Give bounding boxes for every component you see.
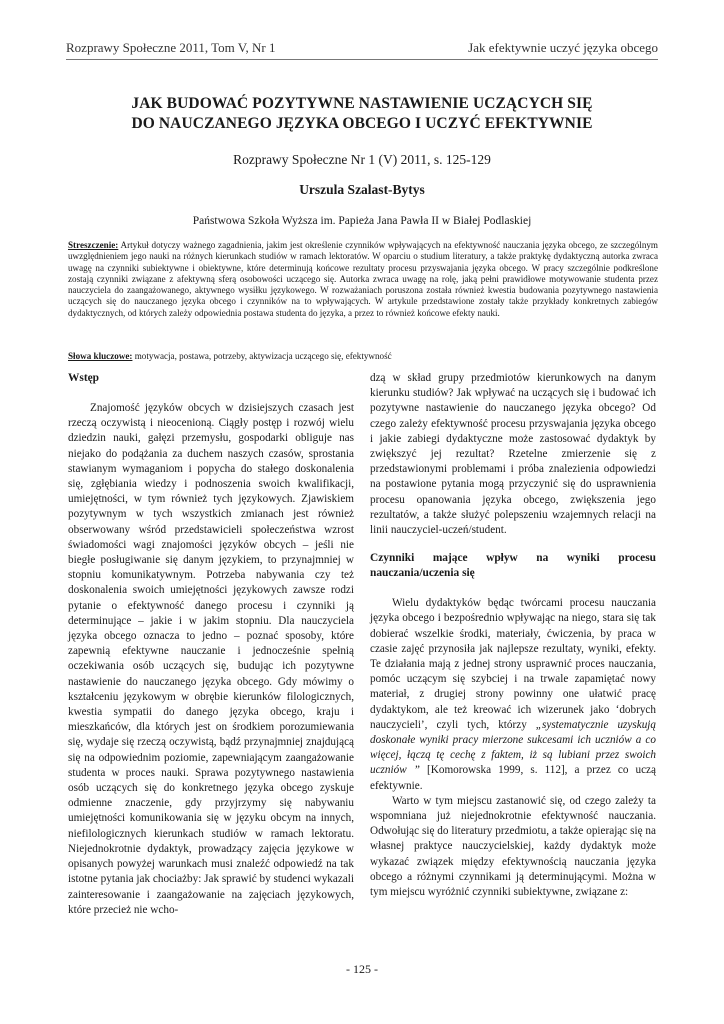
continuation-paragraph: dzą w skład grupy przedmiotów kierunkowych na danym kierunku studiów? Jak wpływać na uczących się i budować ich pozytywne nastawienie do nauczanego języka obcego? Od czego zależy efektywność procesu przyswajania języka obcego i jakie zabiegi dydaktyczne może zastosować dydaktyk by zwiększyć jej rezultat? Rzetelne zmierzenie się z przedstawionymi problemami i próba znalezienia odpowiedzi na postawione pytania mogą przyczynić się do usprawnienia procesu opanowania języka obcego, zwiększenia jego rezultatów, a także służyć polepszeniu wzajemnych relacji na linii nauczyciel-uczeń/student. bbox=[370, 372, 656, 537]
keywords-text: motywacja, postawa, potrzeby, aktywizacja uczącego się, efektywność bbox=[132, 351, 392, 361]
author-name: Urszula Szalast-Bytys bbox=[299, 182, 425, 197]
title-line-1: JAK BUDOWAĆ POZYTYWNE NASTAWIENIE UCZĄCYCH SIĘ bbox=[131, 95, 593, 112]
page-number: - 125 - bbox=[346, 962, 378, 976]
section-heading-introduction: Wstęp bbox=[68, 372, 100, 384]
keywords-label: Słowa kluczowe: bbox=[68, 351, 133, 361]
section-heading-factors: Czynniki mające wpływ na wyniki procesu nauczania/uczenia się bbox=[370, 552, 656, 580]
running-title: Jak efektywnie uczyć języka obcego bbox=[468, 40, 658, 55]
left-column bbox=[68, 371, 354, 918]
abstract bbox=[68, 240, 658, 319]
article-title bbox=[60, 94, 664, 134]
introduction-paragraph: Znajomość języków obcych w dzisiejszych czasach jest rzeczą oczywistą i nieocenioną. Ciągły postęp i rozwój wielu dziedzin nauki, gałęzi przemysłu, gospodarki obliguje nas niejako do podążania za duchem naszych czasów, sprostania stawianym wymaganiom i popycha do stałego doskonalenia się, zgłębiania wiedzy i podnoszenia swoich kwalifikacji, umiejętności, w tym również tych językowych. Zjawiskiem pozytywnym w tych wszystkich zmianach jest również obserwowany wśród przedstawicieli społeczeństwa wzrost świadomości wagi znajomości języków obcych – jeśli nie biegłe posługiwanie się danym językiem, to przynajmniej w stopniu komunikatywnym. Potrzeba nabywania czy też doskonalenia swoich umiejętności językowych zawsze rodzi pytanie o efektywność danego procesu i czynniki ją determinujące – jakie i w jakim stopniu. Dla nauczyciela języka obcego oznacza to jedno – poznać sposoby, które zapewnią efektywne nauczanie i jednocześnie spełnią oczekiwania osób uczących się, budując ich pozytywne nastawienie do nauczanego języka obcego. Gdy mówimy o kształceniu językowym w obrębie kierunków filologicznych, kwestia sympatii do danego języka obcego, kraju i mieszkańców, dla których jest on środkiem porozumiewania się, wydaje się rzeczą oczywistą, bądź przynajmniej znajdującą się na odpowiednim poziomie, zapewniającym zaangażowanie studenta w proces nauki. Sprawa pozytywnego nastawienia osób uczących się do konkretnego języka obcego zyskuje odmienne znaczenie, gdy przyjrzymy się nabywaniu umiejętności komunikowania się w języku obcym na innych, niefilologicznych kierunkach studiów w ramach lektoratu. Niejednokrotnie dydaktyk, prowadzący zajęcia językowe w opisanych powyżej warunkach musi znaleźć odpowiedź na tak istotne pytania jak chociażby: Jak sprawić by studenci wykazali zainteresowanie i zaangażowanie na zajęciach językowych, które przecież nie wcho- bbox=[68, 402, 354, 916]
abstract-label: Streszczenie: bbox=[68, 240, 119, 250]
abstract-text: Artykuł dotyczy ważnego zagadnienia, jakim jest określenie czynników wpływających na efektywność nauczania języka obcego, ze szczególnym uwzględnieniem jego nauki na różnych kierunkach studiów w ramach lektoratów. W oparciu o studium literatury, a także praktykę dydaktyczną autorka zwraca uwagę na czynniki subiektywne i obiektywne, które determinują końcowe rezultaty procesu przyswajania języka obcego. W pracy szczególnie podkreślone zostają czynniki związane z afektywną sferą osobowości uczącego się. Autorka zwraca uwagę na rolę, jaką pełni prawidłowe motywowanie studenta przez nauczyciela do zaangażowanego, aktywnego wysiłku językowego. W rozważaniach poruszona została również kwestia budowania pozytywnego nastawienia uczących się do nauczanego języka obcego i czynników na to wpływających. W artykule przedstawione zostały także przykłady konkretnych zabiegów dydaktycznych, od których zależy odpowiednia postawa studenta do języka, a przez to również końcowe efekty nauki. bbox=[68, 240, 658, 318]
citation-reference: [Komorowska 1999, s. 112], a przez co uczą efektywnie. bbox=[370, 764, 656, 792]
title-line-2: DO NAUCZANEGO JĘZYKA OBCEGO I UCZYĆ EFEKTYWNIE bbox=[131, 115, 593, 132]
running-header bbox=[66, 40, 658, 60]
factors-paragraph-1-text: Wielu dydaktyków będąc twórcami procesu nauczania języka obcego i bezpośrednio wpływając na niego, stara się tak dobierać wszelkie środki, materiały, ćwiczenia, by praca w czasie zajęć przynosiła jak najlepsze rezultaty, wyniki, efekty. Te działania mają z jednej strony usprawnić proces nauczania, pomóc uczącym się szybciej i na trwale zapamiętać nowy materiał, z drugiej strony powinny one ułatwić pracę dydaktykom, ale też kreować ich wizerunek jako ‘dobrych nauczycieli’, czyli tych, którzy bbox=[370, 597, 656, 731]
right-column bbox=[370, 371, 656, 900]
keywords bbox=[68, 351, 658, 362]
factors-paragraph-2: Warto w tym miejscu zastanowić się, od czego zależy ta wspomniana już niejednokrotnie efektywność nauczania. Odwołując się do literatury przedmiotu, a także opierając się na własnej praktyce nauczycielskiej, każdy dydaktyk może wykazać związek między efektywnością nauczania języka obcego a różnymi czynnikami ją determinującymi. Można w tym miejscu wyróżnić czynniki subiektywne, związane z: bbox=[370, 794, 656, 899]
factors-paragraph-1 bbox=[370, 596, 656, 794]
quote: „systematycznie uzyskują doskonałe wyniki pracy mierzone sukcesami ich uczniów a co więcej, łączą tę cechę z faktem, iż są lubiani przez swoich uczniów ” bbox=[370, 718, 656, 777]
citation: Rozprawy Społeczne Nr 1 (V) 2011, s. 125-129 bbox=[233, 152, 491, 167]
affiliation: Państwowa Szkoła Wyższa im. Papieża Jana Pawła II w Białej Podlaskiej bbox=[192, 215, 532, 227]
journal-name: Rozprawy Społeczne 2011, Tom V, Nr 1 bbox=[66, 40, 276, 55]
